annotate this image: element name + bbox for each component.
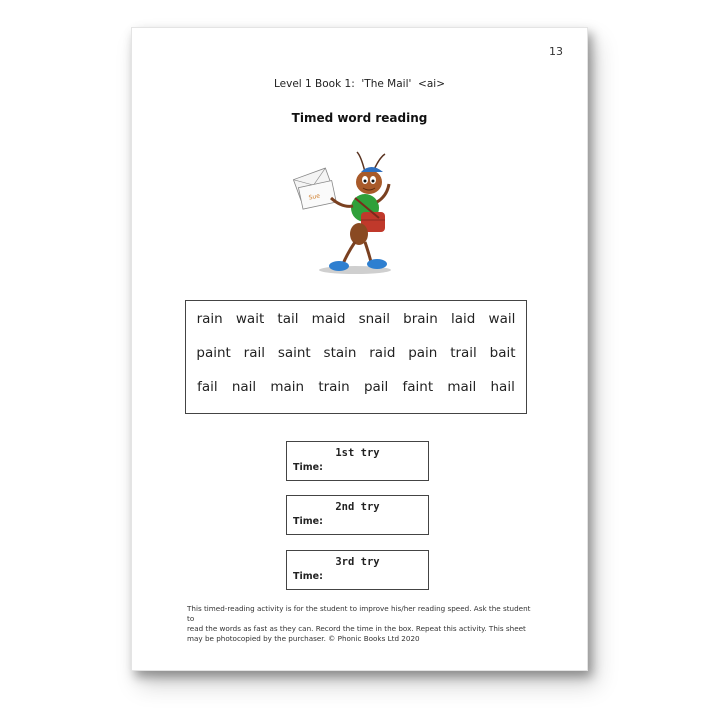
worksheet-page bbox=[131, 27, 588, 671]
word: raid bbox=[369, 345, 396, 361]
word: hail bbox=[490, 379, 515, 395]
letter-text: Sue bbox=[308, 192, 321, 202]
time-label: Time: bbox=[293, 462, 323, 473]
word: rain bbox=[196, 311, 223, 327]
word: tail bbox=[277, 311, 299, 327]
word: mail bbox=[447, 379, 477, 395]
page-title: Timed word reading bbox=[291, 111, 428, 125]
try-label: 3rd try bbox=[335, 556, 380, 568]
word: wail bbox=[488, 311, 516, 327]
try-box-3 bbox=[286, 550, 429, 590]
word: nail bbox=[231, 379, 257, 395]
try-box-1 bbox=[286, 441, 429, 481]
word-row bbox=[186, 379, 526, 395]
footer-line: may be photocopied by the purchaser. © Phonic Books Ltd 2020 bbox=[187, 634, 420, 643]
footer-note bbox=[187, 604, 532, 644]
page-number: 13 bbox=[549, 45, 563, 58]
word-list-box bbox=[185, 300, 527, 414]
ant-mail-carrier-icon bbox=[287, 146, 427, 276]
book-header: Level 1 Book 1: 'The Mail' <ai> bbox=[273, 78, 446, 90]
time-label: Time: bbox=[293, 571, 323, 582]
word: laid bbox=[451, 311, 476, 327]
word: bait bbox=[489, 345, 516, 361]
word: brain bbox=[403, 311, 438, 327]
word: rail bbox=[243, 345, 265, 361]
word: train bbox=[318, 379, 350, 395]
time-label: Time: bbox=[293, 516, 323, 527]
footer-line: This timed-reading activity is for the student to improve his/her reading speed. Ask the student to bbox=[187, 604, 531, 623]
word: saint bbox=[277, 345, 311, 361]
try-label: 2nd try bbox=[335, 501, 380, 513]
word: trail bbox=[450, 345, 477, 361]
word: wait bbox=[235, 311, 265, 327]
word: stain bbox=[323, 345, 357, 361]
word: snail bbox=[358, 311, 390, 327]
word-row bbox=[186, 345, 526, 361]
try-label: 1st try bbox=[335, 447, 380, 459]
word: main bbox=[270, 379, 305, 395]
word: paint bbox=[196, 345, 231, 361]
footer-line: read the words as fast as they can. Record the time in the box. Repeat this activity. This sheet bbox=[187, 624, 526, 633]
word: pail bbox=[363, 379, 389, 395]
word: fail bbox=[197, 379, 218, 395]
word: maid bbox=[311, 311, 346, 327]
try-box-2 bbox=[286, 495, 429, 535]
word-row bbox=[186, 311, 526, 327]
word: pain bbox=[408, 345, 438, 361]
word: faint bbox=[402, 379, 434, 395]
